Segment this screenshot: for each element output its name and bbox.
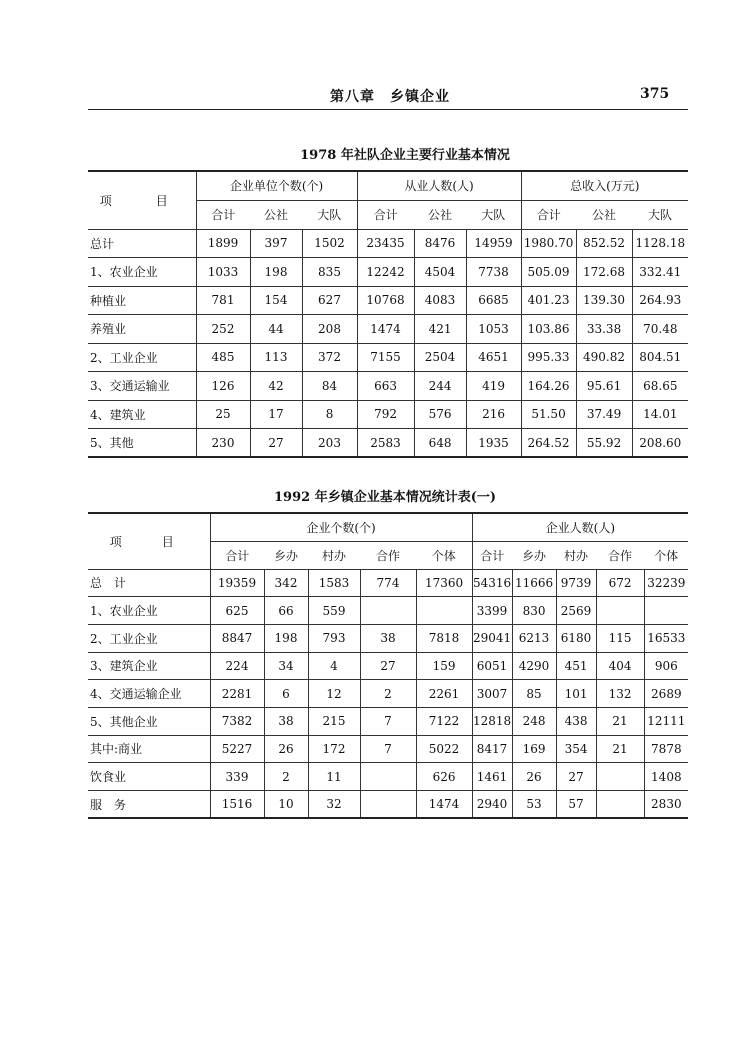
table-row (88, 624, 688, 652)
table-cell: 1408 (644, 763, 688, 791)
table2-subheader: 村办 (556, 541, 596, 569)
row-label: 2、工业企业 (88, 624, 210, 652)
table-cell: 95.61 (576, 372, 632, 401)
table-cell: 7 (360, 735, 416, 763)
table-cell: 404 (596, 652, 644, 680)
table-1992-township-enterprises (88, 512, 688, 819)
table-cell: 57 (556, 791, 596, 819)
table-cell: 2261 (416, 680, 472, 708)
table-cell: 1583 (308, 569, 360, 597)
table2-subheader: 合作 (596, 541, 644, 569)
table-row (88, 763, 688, 791)
table-cell: 1053 (466, 315, 521, 344)
header-rule (88, 109, 688, 110)
table-cell: 781 (196, 286, 250, 315)
table-cell: 103.86 (521, 315, 576, 344)
row-label: 5、其他企业 (88, 707, 210, 735)
row-label: 5、其他 (88, 429, 196, 458)
table-cell: 224 (210, 652, 264, 680)
table-cell: 70.48 (632, 315, 688, 344)
table-cell: 339 (210, 763, 264, 791)
table-cell: 139.30 (576, 286, 632, 315)
table-cell: 66 (264, 597, 308, 625)
row-label: 2、工业企业 (88, 343, 196, 372)
table2-subheader: 合作 (360, 541, 416, 569)
table-cell: 14.01 (632, 400, 688, 429)
table-cell: 6 (264, 680, 308, 708)
table1-subheader: 合计 (357, 200, 414, 229)
table-cell: 84 (302, 372, 357, 401)
table-cell: 198 (264, 624, 308, 652)
table-cell: 12111 (644, 707, 688, 735)
table-cell: 354 (556, 735, 596, 763)
table-cell: 12 (308, 680, 360, 708)
table-cell: 6051 (472, 652, 512, 680)
row-label: 1、农业企业 (88, 597, 210, 625)
table-cell: 25 (196, 400, 250, 429)
table2-subheader: 个体 (416, 541, 472, 569)
table-cell: 172.68 (576, 258, 632, 287)
table-cell: 264.52 (521, 429, 576, 458)
table-cell: 2281 (210, 680, 264, 708)
table-cell: 332.41 (632, 258, 688, 287)
table-cell: 2 (360, 680, 416, 708)
table-cell: 32239 (644, 569, 688, 597)
row-label: 总 计 (88, 569, 210, 597)
table-row (88, 707, 688, 735)
table-cell: 4504 (414, 258, 466, 287)
table-cell: 8 (302, 400, 357, 429)
table-cell: 21 (596, 707, 644, 735)
table-cell: 626 (416, 763, 472, 791)
table1-group-header: 从业人数(人) (357, 171, 521, 200)
table-cell: 906 (644, 652, 688, 680)
table-cell: 27 (360, 652, 416, 680)
table-cell: 2504 (414, 343, 466, 372)
table-cell: 505.09 (521, 258, 576, 287)
table-cell: 172 (308, 735, 360, 763)
table-cell: 5022 (416, 735, 472, 763)
table-cell: 1502 (302, 229, 357, 258)
table-cell: 1935 (466, 429, 521, 458)
row-label: 4、建筑业 (88, 400, 196, 429)
table2-subheader: 村办 (308, 541, 360, 569)
table-cell: 21 (596, 735, 644, 763)
table2-item-header: 项 目 (88, 513, 210, 569)
table-cell: 38 (264, 707, 308, 735)
table-cell: 372 (302, 343, 357, 372)
table-cell: 421 (414, 315, 466, 344)
table-cell: 627 (302, 286, 357, 315)
table-cell: 51.50 (521, 400, 576, 429)
table-row (88, 258, 688, 287)
table-cell: 53 (512, 791, 556, 819)
table-cell: 154 (250, 286, 302, 315)
table-cell: 198 (250, 258, 302, 287)
table-cell: 672 (596, 569, 644, 597)
row-label: 饮食业 (88, 763, 210, 791)
table-row (88, 429, 688, 458)
table-cell: 1899 (196, 229, 250, 258)
table-cell: 203 (302, 429, 357, 458)
table1-subheader: 大队 (632, 200, 688, 229)
table-cell: 23435 (357, 229, 414, 258)
table1-title: 1978 年社队企业主要行业基本情况 (300, 148, 510, 163)
table-cell: 159 (416, 652, 472, 680)
table-cell: 2689 (644, 680, 688, 708)
table2-group-header: 企业个数(个) (210, 513, 472, 541)
table-cell: 215 (308, 707, 360, 735)
table-row (88, 286, 688, 315)
table-cell: 490.82 (576, 343, 632, 372)
table-row (88, 569, 688, 597)
table2-subheader: 乡办 (264, 541, 308, 569)
row-label: 4、交通运输企业 (88, 680, 210, 708)
table-cell: 559 (308, 597, 360, 625)
table-cell: 54316 (472, 569, 512, 597)
table-cell: 2569 (556, 597, 596, 625)
table-cell: 11 (308, 763, 360, 791)
table-cell: 1474 (357, 315, 414, 344)
table-cell: 419 (466, 372, 521, 401)
table-cell (596, 597, 644, 625)
table-cell: 793 (308, 624, 360, 652)
table-cell: 230 (196, 429, 250, 458)
table-cell: 7122 (416, 707, 472, 735)
table-row (88, 735, 688, 763)
table-cell: 1516 (210, 791, 264, 819)
table-cell: 55.92 (576, 429, 632, 458)
table-cell: 7818 (416, 624, 472, 652)
table-cell: 34 (264, 652, 308, 680)
table-cell: 27 (250, 429, 302, 458)
table-cell: 113 (250, 343, 302, 372)
table-cell: 16533 (644, 624, 688, 652)
table1-subheader: 公社 (414, 200, 466, 229)
table-cell: 8476 (414, 229, 466, 258)
table-cell: 7382 (210, 707, 264, 735)
table-cell (596, 763, 644, 791)
table-cell: 648 (414, 429, 466, 458)
table-cell: 42 (250, 372, 302, 401)
table-cell: 1033 (196, 258, 250, 287)
table-cell: 8417 (472, 735, 512, 763)
table-cell: 9739 (556, 569, 596, 597)
table-cell (416, 597, 472, 625)
table-cell (360, 597, 416, 625)
table-cell: 2583 (357, 429, 414, 458)
table-cell: 208 (302, 315, 357, 344)
table-cell: 38 (360, 624, 416, 652)
table-cell: 451 (556, 652, 596, 680)
table-cell: 7738 (466, 258, 521, 287)
table2-subheader: 合计 (472, 541, 512, 569)
table-cell: 438 (556, 707, 596, 735)
table-cell: 27 (556, 763, 596, 791)
table2-subheader: 合计 (210, 541, 264, 569)
table-cell: 33.38 (576, 315, 632, 344)
table-cell: 32 (308, 791, 360, 819)
table-cell: 7878 (644, 735, 688, 763)
table-cell: 401.23 (521, 286, 576, 315)
table-row (88, 652, 688, 680)
table-cell: 1980.70 (521, 229, 576, 258)
table-cell: 68.65 (632, 372, 688, 401)
table-cell: 12818 (472, 707, 512, 735)
table-cell: 3007 (472, 680, 512, 708)
table-cell: 115 (596, 624, 644, 652)
table-cell: 44 (250, 315, 302, 344)
table-cell: 4083 (414, 286, 466, 315)
table-cell: 169 (512, 735, 556, 763)
table-row (88, 597, 688, 625)
table1-group-header: 总收入(万元) (521, 171, 688, 200)
row-label: 养殖业 (88, 315, 196, 344)
table-1978-commune-enterprises (88, 170, 688, 458)
table-cell: 17 (250, 400, 302, 429)
row-label: 3、交通运输业 (88, 372, 196, 401)
table1-subheader: 大队 (302, 200, 357, 229)
table-row (88, 343, 688, 372)
table-cell: 208.60 (632, 429, 688, 458)
row-label: 种植业 (88, 286, 196, 315)
table-cell: 164.26 (521, 372, 576, 401)
table-cell: 792 (357, 400, 414, 429)
table-cell: 2940 (472, 791, 512, 819)
table1-item-header: 项 目 (88, 171, 196, 229)
table-cell: 830 (512, 597, 556, 625)
table1-subheader: 合计 (521, 200, 576, 229)
table-cell: 7155 (357, 343, 414, 372)
table-cell: 37.49 (576, 400, 632, 429)
table-cell: 6685 (466, 286, 521, 315)
table-cell: 663 (357, 372, 414, 401)
table-row (88, 229, 688, 258)
row-label: 其中:商业 (88, 735, 210, 763)
table-cell: 625 (210, 597, 264, 625)
table1-group-header: 企业单位个数(个) (196, 171, 357, 200)
table-cell: 85 (512, 680, 556, 708)
table-cell: 132 (596, 680, 644, 708)
table-cell: 11666 (512, 569, 556, 597)
table-cell: 852.52 (576, 229, 632, 258)
table-cell: 995.33 (521, 343, 576, 372)
table-cell: 10 (264, 791, 308, 819)
table1-subheader: 合计 (196, 200, 250, 229)
row-label: 1、农业企业 (88, 258, 196, 287)
table-cell (360, 763, 416, 791)
row-label: 3、建筑企业 (88, 652, 210, 680)
table-row (88, 400, 688, 429)
table-cell: 2830 (644, 791, 688, 819)
table-cell: 485 (196, 343, 250, 372)
table-cell: 804.51 (632, 343, 688, 372)
table-row (88, 680, 688, 708)
row-label: 服 务 (88, 791, 210, 819)
table-row (88, 791, 688, 819)
table-cell: 10768 (357, 286, 414, 315)
table-cell: 1128.18 (632, 229, 688, 258)
table-cell: 7 (360, 707, 416, 735)
table-row (88, 315, 688, 344)
table-cell: 342 (264, 569, 308, 597)
table1-subheader: 公社 (250, 200, 302, 229)
table-cell: 8847 (210, 624, 264, 652)
table-cell: 3399 (472, 597, 512, 625)
table-cell: 774 (360, 569, 416, 597)
table-cell: 12242 (357, 258, 414, 287)
page-number: 375 (640, 86, 670, 102)
table2-subheader: 个体 (644, 541, 688, 569)
table-cell: 6180 (556, 624, 596, 652)
table-cell: 4651 (466, 343, 521, 372)
table-cell: 26 (264, 735, 308, 763)
table2-subheader: 乡办 (512, 541, 556, 569)
table-cell (644, 597, 688, 625)
table-cell: 17360 (416, 569, 472, 597)
table2-title: 1992 年乡镇企业基本情况统计表(一) (273, 490, 496, 505)
table-cell (596, 791, 644, 819)
table-cell: 4290 (512, 652, 556, 680)
table-cell: 248 (512, 707, 556, 735)
table-cell: 244 (414, 372, 466, 401)
table-cell: 397 (250, 229, 302, 258)
table1-subheader: 公社 (576, 200, 632, 229)
table-row (88, 372, 688, 401)
table-cell: 1461 (472, 763, 512, 791)
chapter-title: 第八章 乡镇企业 (330, 89, 450, 105)
table-cell: 29041 (472, 624, 512, 652)
table1-subheader: 大队 (466, 200, 521, 229)
table-cell: 1474 (416, 791, 472, 819)
table-cell: 576 (414, 400, 466, 429)
table-cell: 2 (264, 763, 308, 791)
table-cell: 19359 (210, 569, 264, 597)
table-cell: 6213 (512, 624, 556, 652)
table-cell: 252 (196, 315, 250, 344)
row-label: 总计 (88, 229, 196, 258)
table-cell: 126 (196, 372, 250, 401)
table-cell: 14959 (466, 229, 521, 258)
table2-group-header: 企业人数(人) (472, 513, 688, 541)
table-cell: 5227 (210, 735, 264, 763)
table-cell: 101 (556, 680, 596, 708)
table-cell: 835 (302, 258, 357, 287)
table-cell: 4 (308, 652, 360, 680)
table-cell: 216 (466, 400, 521, 429)
table-cell: 264.93 (632, 286, 688, 315)
table-cell: 26 (512, 763, 556, 791)
table-cell (360, 791, 416, 819)
running-head (0, 80, 750, 110)
